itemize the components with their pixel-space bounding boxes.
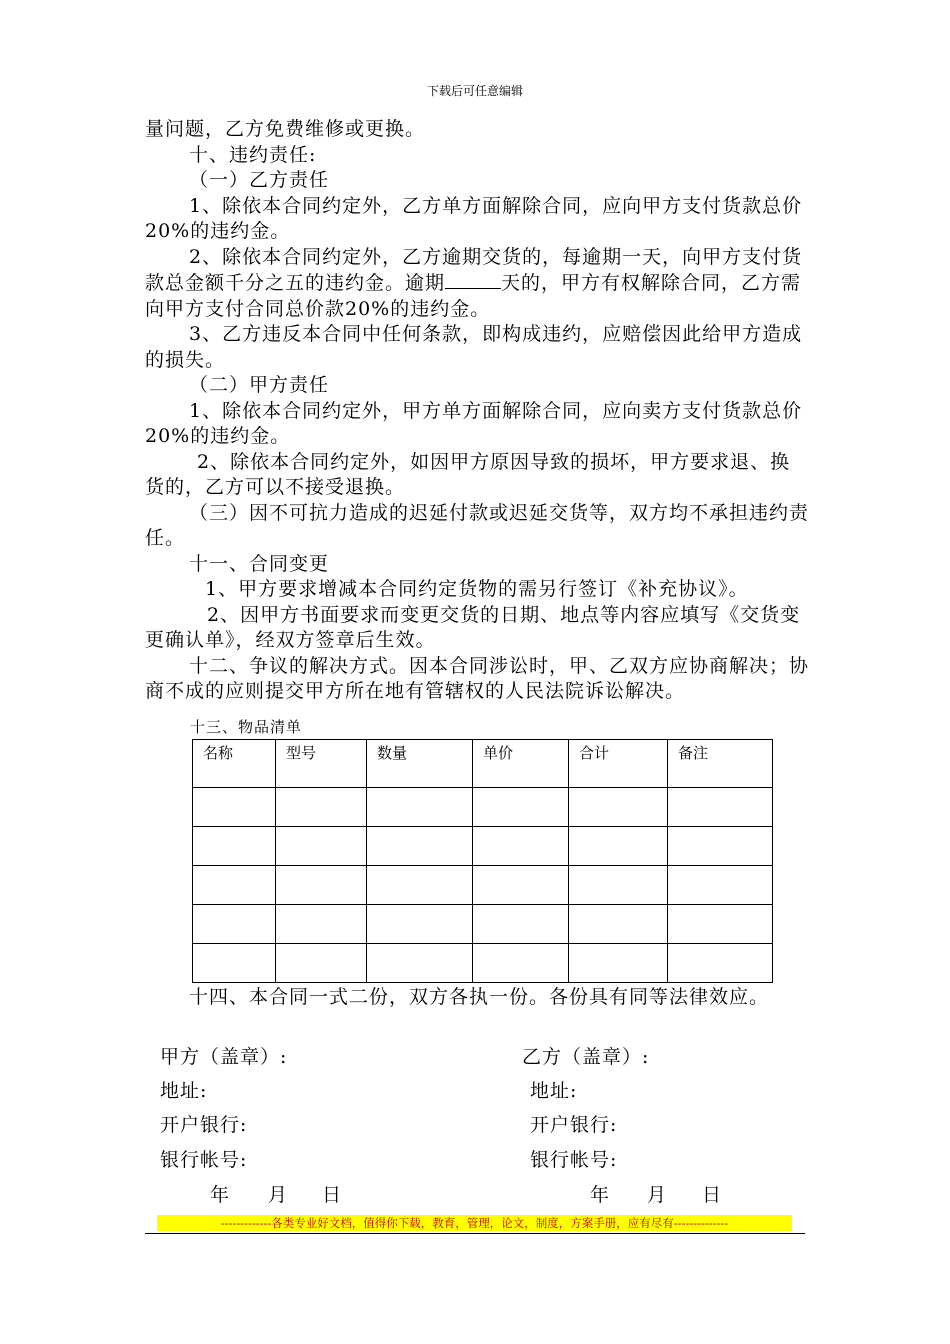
party-a-address-label: 地址:	[160, 1080, 208, 1102]
table-cell[interactable]	[473, 866, 569, 905]
paragraph-text: 2、除依本合同约定外，乙方逾期交货的，每逾期一天，向甲方支付货款总金额千分之五的违约金。逾期	[145, 245, 803, 294]
table-cell[interactable]	[276, 905, 367, 944]
table-cell[interactable]	[367, 788, 473, 827]
paragraph: 量问题，乙方免费维修或更换。	[145, 118, 426, 140]
party-a-bank-label: 开户银行:	[160, 1114, 248, 1136]
table-cell[interactable]	[193, 827, 276, 866]
table-cell[interactable]	[367, 866, 473, 905]
footer-banner: -------------各类专业好文档，值得你下载，教育，管理，论文，制度，方案手册，应有尽有--------------	[157, 1215, 792, 1231]
table-cell[interactable]	[193, 944, 276, 983]
table-cell[interactable]	[473, 905, 569, 944]
table-cell[interactable]	[276, 827, 367, 866]
table-row	[193, 944, 773, 983]
party-a-account-label: 银行帐号:	[160, 1149, 248, 1171]
table-cell[interactable]	[569, 827, 668, 866]
table-cell[interactable]	[193, 866, 276, 905]
column-header: 名称	[193, 740, 276, 788]
table-cell[interactable]	[668, 866, 773, 905]
table-cell[interactable]	[276, 866, 367, 905]
paragraph: 1、甲方要求增减本合同约定货物的需另行签订《补充协议》。	[205, 578, 749, 600]
party-b-account-label: 银行帐号:	[530, 1149, 618, 1171]
table-header-row	[193, 740, 773, 788]
goods-list-table	[192, 739, 773, 983]
party-b-date-month: 月	[647, 1184, 668, 1206]
table-row	[193, 827, 773, 866]
paragraph: 十四、本合同一式二份，双方各执一份。各份具有同等法律效应。	[189, 986, 770, 1008]
paragraph: 2、因甲方书面要求而变更交货的日期、地点等内容应填写《交货变更确认单》，经双方签章后生效。	[145, 603, 801, 651]
party-a-date-year: 年	[210, 1184, 231, 1206]
paragraph: （三）因不可抗力造成的迟延付款或迟延交货等，双方均不承担违约责任。	[145, 501, 810, 549]
party-b-bank-label: 开户银行:	[530, 1114, 618, 1136]
column-header: 备注	[668, 740, 773, 788]
table-cell[interactable]	[193, 788, 276, 827]
party-b-address-label: 地址:	[530, 1080, 578, 1102]
table-cell[interactable]	[367, 905, 473, 944]
closing-clause	[145, 985, 810, 1011]
subsection-heading: （一）乙方责任	[189, 169, 330, 191]
table-row	[193, 788, 773, 827]
party-b-seal-label: 乙方（盖章）:	[522, 1046, 650, 1068]
table-cell[interactable]	[276, 944, 367, 983]
clause-body	[145, 117, 810, 705]
table-row	[193, 866, 773, 905]
section-heading: 十一、合同变更	[189, 552, 330, 575]
fill-in-blank[interactable]	[445, 270, 501, 289]
column-header: 合计	[569, 740, 668, 788]
table-cell[interactable]	[193, 905, 276, 944]
table-cell[interactable]	[569, 905, 668, 944]
table-cell[interactable]	[367, 944, 473, 983]
paragraph: 2、除依本合同约定外，如因甲方原因导致的损坏，甲方要求退、换货的，乙方可以不接受退换。	[145, 450, 791, 498]
table-cell[interactable]	[569, 788, 668, 827]
table-cell[interactable]	[276, 788, 367, 827]
party-a-date-day: 日	[322, 1184, 343, 1206]
table-cell[interactable]	[569, 866, 668, 905]
table-cell[interactable]	[668, 944, 773, 983]
paragraph: 1、除依本合同约定外，乙方单方面解除合同，应向甲方支付货款总价20%的违约金。	[145, 194, 803, 242]
page-header: 下载后可任意编辑	[426, 84, 523, 98]
table-cell[interactable]	[668, 827, 773, 866]
column-header: 数量	[367, 740, 473, 788]
paragraph: 1、除依本合同约定外，甲方单方面解除合同，应向卖方支付货款总价20%的违约金。	[145, 399, 803, 447]
table-cell[interactable]	[569, 944, 668, 983]
table-cell[interactable]	[668, 905, 773, 944]
footer-divider	[145, 1233, 805, 1234]
section-heading: 十、违约责任:	[189, 143, 317, 166]
paragraph: 十二、争议的解决方式。因本合同涉讼时，甲、乙双方应协商解决；协商不成的应则提交甲方所在地有管辖权的人民法院诉讼解决。	[145, 654, 810, 702]
paragraph-text: 天的，甲方有权解除合同，乙方需向甲方支付合同总价款20%的违约金。	[145, 272, 802, 320]
table-row	[193, 905, 773, 944]
table-cell[interactable]	[473, 944, 569, 983]
table-cell[interactable]	[473, 788, 569, 827]
subsection-heading: （二）甲方责任	[189, 374, 330, 396]
paragraph	[145, 245, 810, 323]
column-header: 单价	[473, 740, 569, 788]
table-cell[interactable]	[473, 827, 569, 866]
table-cell[interactable]	[367, 827, 473, 866]
party-a-seal-label: 甲方（盖章）:	[160, 1046, 288, 1068]
party-a-date-month: 月	[268, 1184, 289, 1206]
column-header: 型号	[276, 740, 367, 788]
party-b-date-day: 日	[702, 1184, 723, 1206]
paragraph: 3、乙方违反本合同中任何条款，即构成违约，应赔偿因此给甲方造成的损失。	[145, 323, 803, 371]
table-cell[interactable]	[668, 788, 773, 827]
table-title: 十三、物品清单	[190, 718, 303, 736]
party-b-date-year: 年	[590, 1184, 611, 1206]
